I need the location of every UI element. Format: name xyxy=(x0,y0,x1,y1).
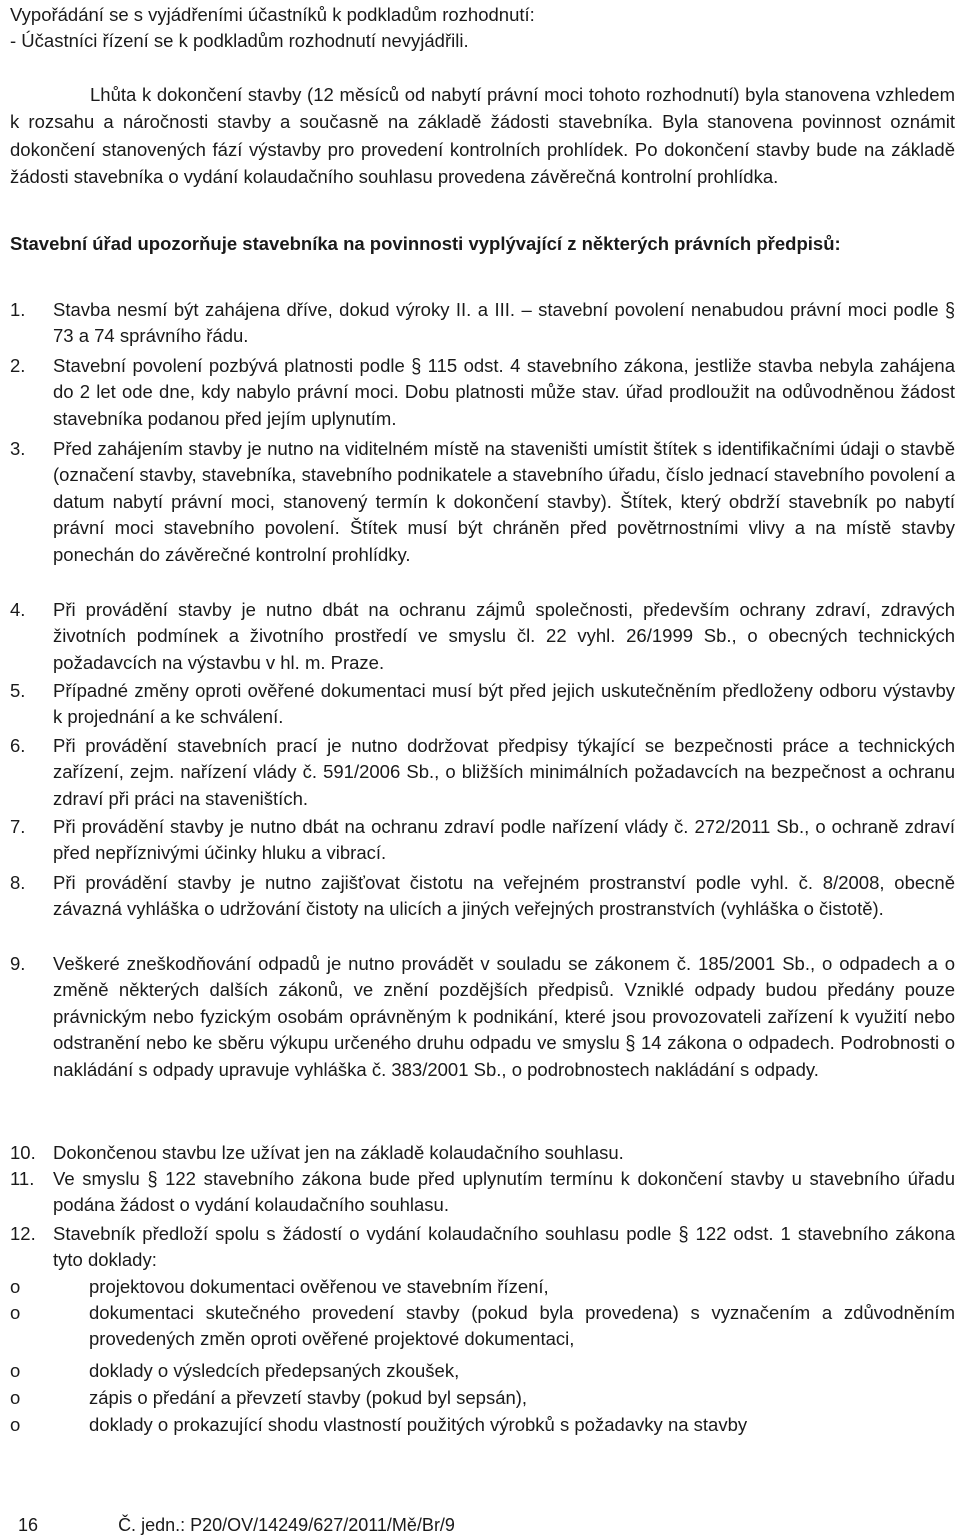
page-number: 16 xyxy=(18,1515,39,1535)
list-item-number: 5. xyxy=(10,680,26,701)
list-item-number: 4. xyxy=(10,599,26,620)
document-list-item-text: projektovou dokumentaci ověřenou ve stavebním řízení, xyxy=(89,1276,549,1297)
page-footer xyxy=(18,1512,455,1538)
bullet-marker: o xyxy=(10,1276,21,1297)
list-item xyxy=(10,353,955,432)
list-item-number: 7. xyxy=(10,816,26,837)
header-line-1: Vypořádání se s vyjádřeními účastníků k podkladům rozhodnutí: xyxy=(10,4,535,25)
list-item-text: Při provádění stavby je nutno zajišťovat čistotu na veřejném prostranství podle vyhl. č. 8/2008, obecně závazná vyhláška o udržování čistoty na ulicích a jiných veřejných prostranstvích (vyhláška o čistotě). xyxy=(53,872,955,920)
document-list-item xyxy=(10,1358,955,1384)
bullet-marker: o xyxy=(10,1360,21,1381)
list-item xyxy=(10,1140,955,1166)
document-list-item-text: doklady o výsledcích předepsaných zkoušek, xyxy=(89,1360,460,1381)
list-item xyxy=(10,1166,955,1219)
bullet-marker: o xyxy=(10,1387,21,1408)
list-item-number: 8. xyxy=(10,872,26,893)
list-item-text: Stavebník předloží spolu s žádostí o vydání kolaudačního souhlasu podle § 122 odst. 1 stavebního zákona tyto doklady: xyxy=(53,1222,955,1271)
list-item-text: Před zahájením stavby je nutno na viditelném místě na staveništi umístit štítek s identifikačními údaji o stavbě (označení stavby, stavebníka, stavebního podnikatele a stavebního úřadu, číslo jednací stavebního povolení a datum nabytí právní moci, stanovený termín k dokončení stavby). Štítek, který obdrží stavebník po nabytí právní moci stavebního povolení. Štítek musí být chráněn před povětrnostními vlivy a na místě stavby ponechán do závěrečné kontrolní prohlídky. xyxy=(53,438,955,565)
list-item-number: 10. xyxy=(10,1142,36,1163)
list-item-number: 1. xyxy=(10,299,26,320)
list-item-text: Veškeré zneškodňování odpadů je nutno provádět v souladu se zákonem č. 185/2001 Sb., o odpadech a o změně některých dalších zákonů, ve znění pozdějších předpisů. Vzniklé odpady budou předány pouze právnickým nebo fyzickým osobám oprávněným k podnikání, které jsou provozovateli zařízení k využití nebo odstranění nebo ke sběru výkupu určeného druhu odpadu ve smyslu § 14 zákona o odpadech. Podrobnosti o nakládání s odpady upravuje vyhláška č. 383/2001 Sb., o podrobnostech nakládání s odpady. xyxy=(53,953,956,1080)
list-item-text: Při provádění stavebních prací je nutno dodržovat předpisy týkající se bezpečnosti práce a technických zařízení, zejm. nařízení vlády č. 591/2006 Sb., o bližších minimálních požadavcích na bezpečnost a ochranu zdraví při práci na staveništích. xyxy=(53,735,955,809)
list-item xyxy=(10,678,955,731)
list-item xyxy=(10,1221,955,1274)
document-list-item xyxy=(10,1300,955,1353)
list-item xyxy=(10,814,955,867)
document-list-item-text: zápis o předání a převzetí stavby (pokud byl sepsán), xyxy=(89,1387,528,1408)
list-item-number: 11. xyxy=(10,1168,35,1189)
bullet-marker: o xyxy=(10,1414,21,1435)
document-list-item-text: doklady o prokazující shodu vlastností použitých výrobků s požadavky na stavby xyxy=(89,1414,748,1435)
header-block xyxy=(10,2,955,55)
document-list-item xyxy=(10,1385,955,1411)
paragraph-deadline-text: Lhůta k dokončení stavby (12 měsíců od nabytí právní moci tohoto rozhodnutí) byla stanovena vzhledem k rozsahu a náročnosti stavby a současně na základě žádosti stavebníka. Byla stanovena povinnost oznámit dokončení stanovených fází výstavby pro provedení kontrolních prohlídek. Po dokončení stavby bude na základě žádosti stavebníka o vydání kolaudačního souhlasu provedena závěrečná kontrolní prohlídka. xyxy=(10,84,955,188)
list-item-text: Stavební povolení pozbývá platnosti podle § 115 odst. 4 stavebního zákona, jestliže stavba nebyla zahájena do 2 let ode dne, kdy nabylo právní moci. Dobu platnosti může stav. úřad prodloužit na odůvodněnou žádost stavebníka podanou před jejím uplynutím. xyxy=(53,354,955,429)
document-list-item-text: dokumentaci skutečného provedení stavby (pokud byla provedena) s vyznačením a zdůvodněním provedených změn oproti ověřené projektové dokumentaci, xyxy=(89,1302,955,1350)
list-item-text: Dokončenou stavbu lze užívat jen na základě kolaudačního souhlasu. xyxy=(53,1142,624,1163)
list-item-number: 12. xyxy=(10,1223,36,1244)
notice-heading: Stavební úřad upozorňuje stavebníka na povinnosti vyplývající z některých právních předpisů: xyxy=(10,233,841,254)
list-item-number: 3. xyxy=(10,438,26,459)
document-list-item xyxy=(10,1412,955,1438)
list-item-text: Stavba nesmí být zahájena dříve, dokud výroky II. a III. – stavební povolení nenabudou právní moci podle § 73 a 74 správního řádu. xyxy=(53,298,955,347)
list-item xyxy=(10,436,955,568)
list-item-text: Ve smyslu § 122 stavebního zákona bude před uplynutím termínu k dokončení stavby u stavebního úřadu podána žádost o vydání kolaudačního souhlasu. xyxy=(53,1167,955,1216)
list-item-text: Případné změny oproti ověřené dokumentaci musí být před jejich uskutečněním předloženy odboru výstavby k projednání a ke schválení. xyxy=(53,680,955,728)
list-item-number: 2. xyxy=(10,355,26,376)
list-item xyxy=(10,297,955,350)
document-reference: Č. jedn.: P20/OV/14249/627/2011/Mě/Br/9 xyxy=(118,1515,455,1535)
bullet-marker: o xyxy=(10,1302,21,1323)
list-item-number: 6. xyxy=(10,735,26,756)
list-item-text: Při provádění stavby je nutno dbát na ochranu zdraví podle nařízení vlády č. 272/2011 Sb., o ochraně zdraví před nepříznivými účinky hluku a vibrací. xyxy=(53,816,955,864)
document-list-item xyxy=(10,1274,955,1300)
list-item xyxy=(10,951,955,1083)
list-item xyxy=(10,597,955,676)
paragraph-deadline xyxy=(10,81,955,191)
list-item xyxy=(10,733,955,812)
header-line-2: - Účastníci řízení se k podkladům rozhodnutí nevyjádřili. xyxy=(10,30,469,52)
list-item-number: 9. xyxy=(10,953,26,974)
list-item-text: Při provádění stavby je nutno dbát na ochranu zájmů společnosti, především ochrany zdraví, zdravých životních podmínek a životního prostředí ve smyslu čl. 22 vyhl. 26/1999 Sb., o obecných technických požadavcích na výstavbu v hl. m. Praze. xyxy=(53,599,955,673)
list-item xyxy=(10,870,955,923)
